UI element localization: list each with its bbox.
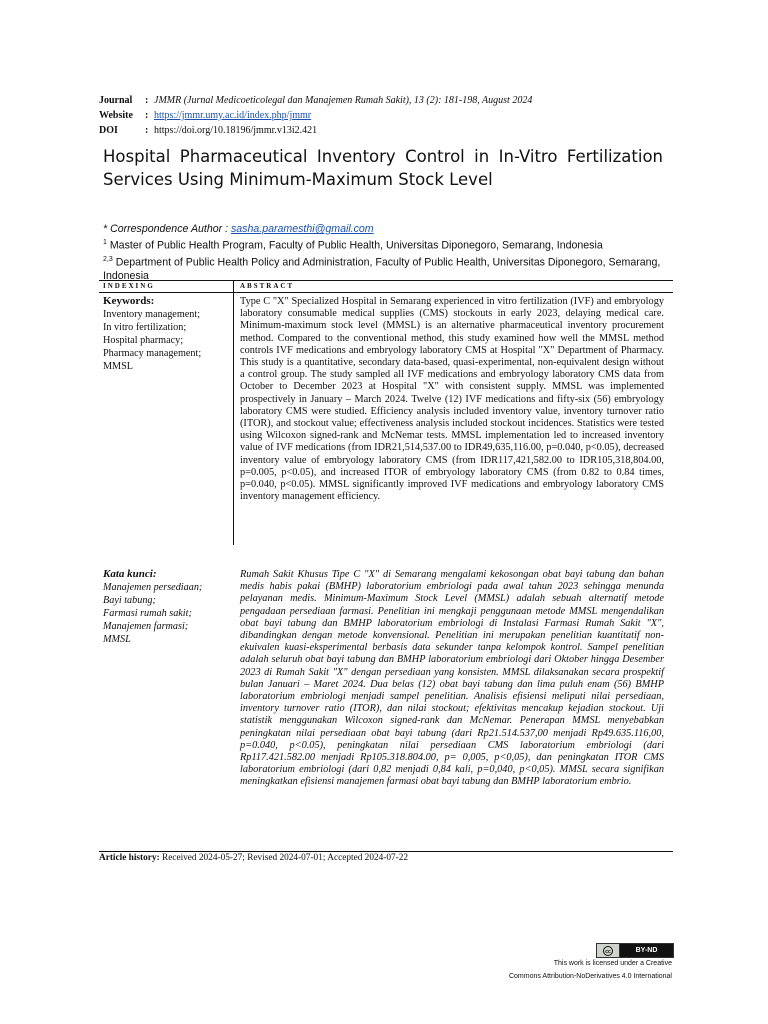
header-bottom-rule	[99, 292, 673, 293]
keywords-en	[103, 295, 228, 373]
paper-title: Hospital Pharmaceutical Inventory Control in In-Vitro Fertilization Services Using Minimum-Maximum Stock Level	[103, 147, 663, 189]
website-key: Website	[99, 110, 133, 121]
author-affiliations	[103, 222, 668, 283]
keywords-en-list	[103, 308, 228, 373]
keyword-id-item: Manajemen farmasi;	[103, 621, 189, 632]
correspondence-email-link[interactable]: sasha.paramesthi@gmail.com	[230, 223, 374, 235]
indexing-header: INDEXING	[103, 282, 155, 290]
keywords-id-list	[103, 581, 228, 646]
abstract-id: Rumah Sakit Khusus Tipe C "X" di Semarang mengalami kekosongan obat bayi tabung dan bahan medis habis pakai (BMHP) laboratorium embriologi pada awal tahun 2023 sehingga menunda pelayanan medis. Minimum-Maximum Stock Level (MMSL) adalah sebuah alternatif metode pengadaan persediaan farmasi. Penelitian ini mengkaji penggunaan metode MMSL mengendalikan obat bayi tabung dan BMHP laboratorium embriologi di Instalasi Farmasi Rumah Sakit "X", dibandingkan dengan metode konvensional. Penelitian ini merupakan penelitian kuantitatif non-ekuivalen kuasi-eksperimental berbasis data sekunder tanpa kelompok kontrol. Sampel penelitian adalah seluruh obat bayi tabung dan BMHP laboratorium embriologi dari Oktober hingga Desember 2023 di Rumah Sakit "X" dengan persediaan yang konsisten. MMSL dilaksanakan secara prospektif bulan Januari – Maret 2024. Dua belas (12) obat bayi tabung dan lima puluh enam (56) BMHP laboratorium embriologi menjadi sampel penelitian. Analisis efisiensi meliputi nilai persediaan, inventory turnover ratio (ITOR), dan nilai stockout; efektivitas mencakup kejadian stockout. Uji statistik menggunakan Wilcoxon signed-rank dan McNemar. Penerapan MMSL menyebabkan peningkatan nilai persediaan obat bayi tabung (dari Rp21.514.537,00 menjadi Rp49.635.116,00, p=0.040, p<0.05), peningkatan nilai persediaan CMS laboratorium embriologi (dari Rp117.421.582.00 menjadi Rp105.318.804.00, p= 0,005, p<0,05), dan peningkatan ITOR CMS laboratorium embriologi (dari 0,82 menjadi 0,84 kali, p=0,040, p<0,05). MMSL secara signifikan meningkatkan efisiensi manajemen farmasi obat bayi tabung dan BMHP laboratorium embrio.	[240, 569, 664, 788]
journal-meta	[99, 93, 532, 138]
keyword-id-item: Bayi tabung;	[103, 595, 156, 606]
cc-ring-icon: cc	[603, 946, 613, 956]
doi-sep: :	[145, 125, 149, 136]
correspondence-label: * Correspondence Author :	[103, 223, 231, 235]
license-text	[480, 957, 672, 983]
keywords-id-title: Kata kunci:	[103, 568, 157, 580]
affiliation-2	[103, 253, 668, 284]
keyword-en-item: Pharmacy management;	[103, 348, 202, 359]
affiliation-2-text: Department of Public Health Policy and Administration, Faculty of Public Health, Universitas Diponegoro, Semarang, Indonesia	[103, 256, 661, 283]
doi-row	[99, 123, 532, 138]
license-line-2[interactable]: Commons Attribution-NoDerivatives 4.0 International	[508, 973, 672, 980]
history-dates: Received 2024-05-27; Revised 2024-07-01; Accepted 2024-07-22	[159, 853, 409, 863]
doi-key: DOI	[99, 125, 118, 136]
correspondence-line	[103, 222, 668, 236]
keyword-en-item: In vitro fertilization;	[103, 322, 187, 333]
journal-row	[99, 93, 532, 108]
affiliation-1-text: Master of Public Health Program, Faculty of Public Health, Universitas Diponegoro, Semarang, Indonesia	[109, 239, 603, 252]
affiliation-1	[103, 236, 668, 253]
cc-license-badge[interactable]	[596, 943, 674, 958]
keywords-id	[103, 568, 228, 646]
article-history	[99, 853, 408, 863]
keyword-en-item: Hospital pharmacy;	[103, 335, 184, 346]
journal-key: Journal	[99, 95, 133, 106]
doi-value[interactable]: https://doi.org/10.18196/jmmr.v13i2.421	[154, 125, 318, 136]
affiliation-1-marker: 1	[103, 239, 107, 246]
journal-sep: :	[145, 95, 149, 106]
affiliation-2-marker: 2,3	[103, 255, 113, 263]
keyword-id-item: MMSL	[103, 634, 131, 645]
keyword-id-item: Manajemen persediaan;	[103, 582, 203, 593]
website-row	[99, 108, 532, 123]
keywords-en-title: Keywords:	[103, 295, 155, 307]
cc-logo-icon	[597, 944, 620, 957]
website-link[interactable]: https://jmmr.umy.ac.id/index.php/jmmr	[154, 110, 312, 121]
keyword-en-item: Inventory management;	[103, 309, 201, 320]
cc-by-nd-label: BY-ND	[620, 944, 673, 957]
header-top-rule	[99, 280, 673, 281]
abstract-en: Type C "X" Specialized Hospital in Semarang experienced in vitro fertilization (IVF) and embryology laboratory consumable medical supplies (CMS) stockouts in early 2023, delaying medical care. Minimum-maximum stock level (MMSL) is an alternative pharmaceutical inventory procurement method. Compared to the conventional method, this study examined how well the MMSL method controls IVF medications and embryology laboratory CMS at Hospital "X" Department of Pharmacy. This study is a quantitative, secondary data-based, quasi-experimental, non-equivalent design without a control group. The study sampled all IVF medications and embryology laboratory CMS data from October to December 2023 at Hospital "X" with consistent supply. MMSL was implemented prospectively in January – March 2024. Twelve (12) IVF medications and fifty-six (56) embryology laboratory CMS were studied. Efficiency analysis included inventory value, inventory turnover ratio (ITOR), and stockout value; effectiveness analysis included stockout incidences. Statistics were tested using Wilcoxon signed-rank and McNemar tests. MMSL implementation led to increased inventory value of IVF medications (from IDR21,514,537.00 to IDR49,635,116.00, p=0.040, p<0.05), decreased inventory value of embryology laboratory CMS (from IDR117,421,582.00 to IDR105,318,804.00, p=0.005, p<0.05), and increased ITOR of embryology laboratory CMS (from 0.82 to 0.84 times, p=0.040, p<0.05). MMSL significantly improved IVF medications and embryology laboratory CMS inventory management efficiency.	[240, 296, 664, 503]
keyword-en-item: MMSL	[103, 361, 134, 372]
column-divider	[233, 281, 234, 545]
journal-value: JMMR (Jurnal Medicoeticolegal dan Manajemen Rumah Sakit), 13 (2): 181-198, August 2024	[154, 95, 533, 106]
history-rule	[99, 851, 673, 852]
keyword-id-item: Farmasi rumah sakit;	[103, 608, 192, 619]
license-line-1: This work is licensed under a Creative	[553, 960, 672, 967]
website-sep: :	[145, 110, 149, 121]
abstract-header: ABSTRACT	[240, 282, 295, 290]
history-label: Article history:	[99, 853, 160, 863]
